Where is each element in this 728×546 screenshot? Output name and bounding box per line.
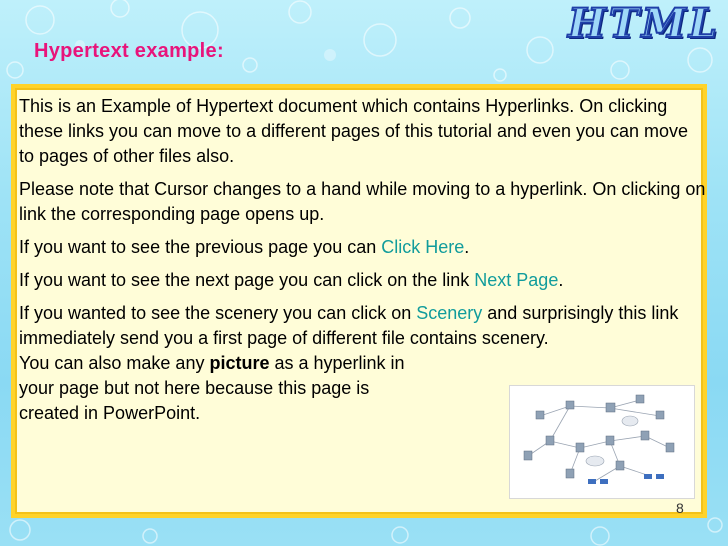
html-logo: HTML [568,0,720,47]
paragraph-picture-line1 [19,351,707,376]
page-number: 8 [676,500,684,516]
next-page-period: . [558,270,564,290]
paragraph-intro: This is an Example of Hypertext document which contains Hyperlinks. On clicking these links you can move to a different pages of this tutorial and even you can move to pages of other files also. [19,96,689,166]
paragraph-next-page [19,268,707,293]
paragraph-previous-page [19,235,707,260]
picture-text: You can also make any [19,353,210,373]
content-body [19,94,707,426]
paragraph-picture-line2: your page but not here because this page is [19,378,370,398]
previous-page-text: If you want to see the previous page you can [19,237,382,257]
next-page-link[interactable]: Next Page [474,270,559,290]
previous-page-period: . [464,237,470,257]
paragraph-cursor-note: Please note that Cursor changes to a hand while moving to a hyperlink. On clicking on link the corresponding page opens up. [19,179,706,224]
scenery-text: If you wanted to see the scenery you can click on [19,303,417,323]
picture-bold-word: picture [209,353,270,373]
scenery-link[interactable]: Scenery [416,303,483,323]
scenery-text-after: and surprisingly this link immediately send you a first page of different file contains scenery. [19,303,679,348]
picture-text-after: as a hyperlink in [269,353,405,373]
page-title: Hypertext example: [34,40,224,62]
next-page-text: If you want to see the next page you can click on the link [19,270,475,290]
paragraph-picture-line3: created in PowerPoint. [19,403,201,423]
paragraph-scenery [19,301,707,351]
click-here-link[interactable]: Click Here [381,237,465,257]
network-diagram-icon [509,385,695,499]
